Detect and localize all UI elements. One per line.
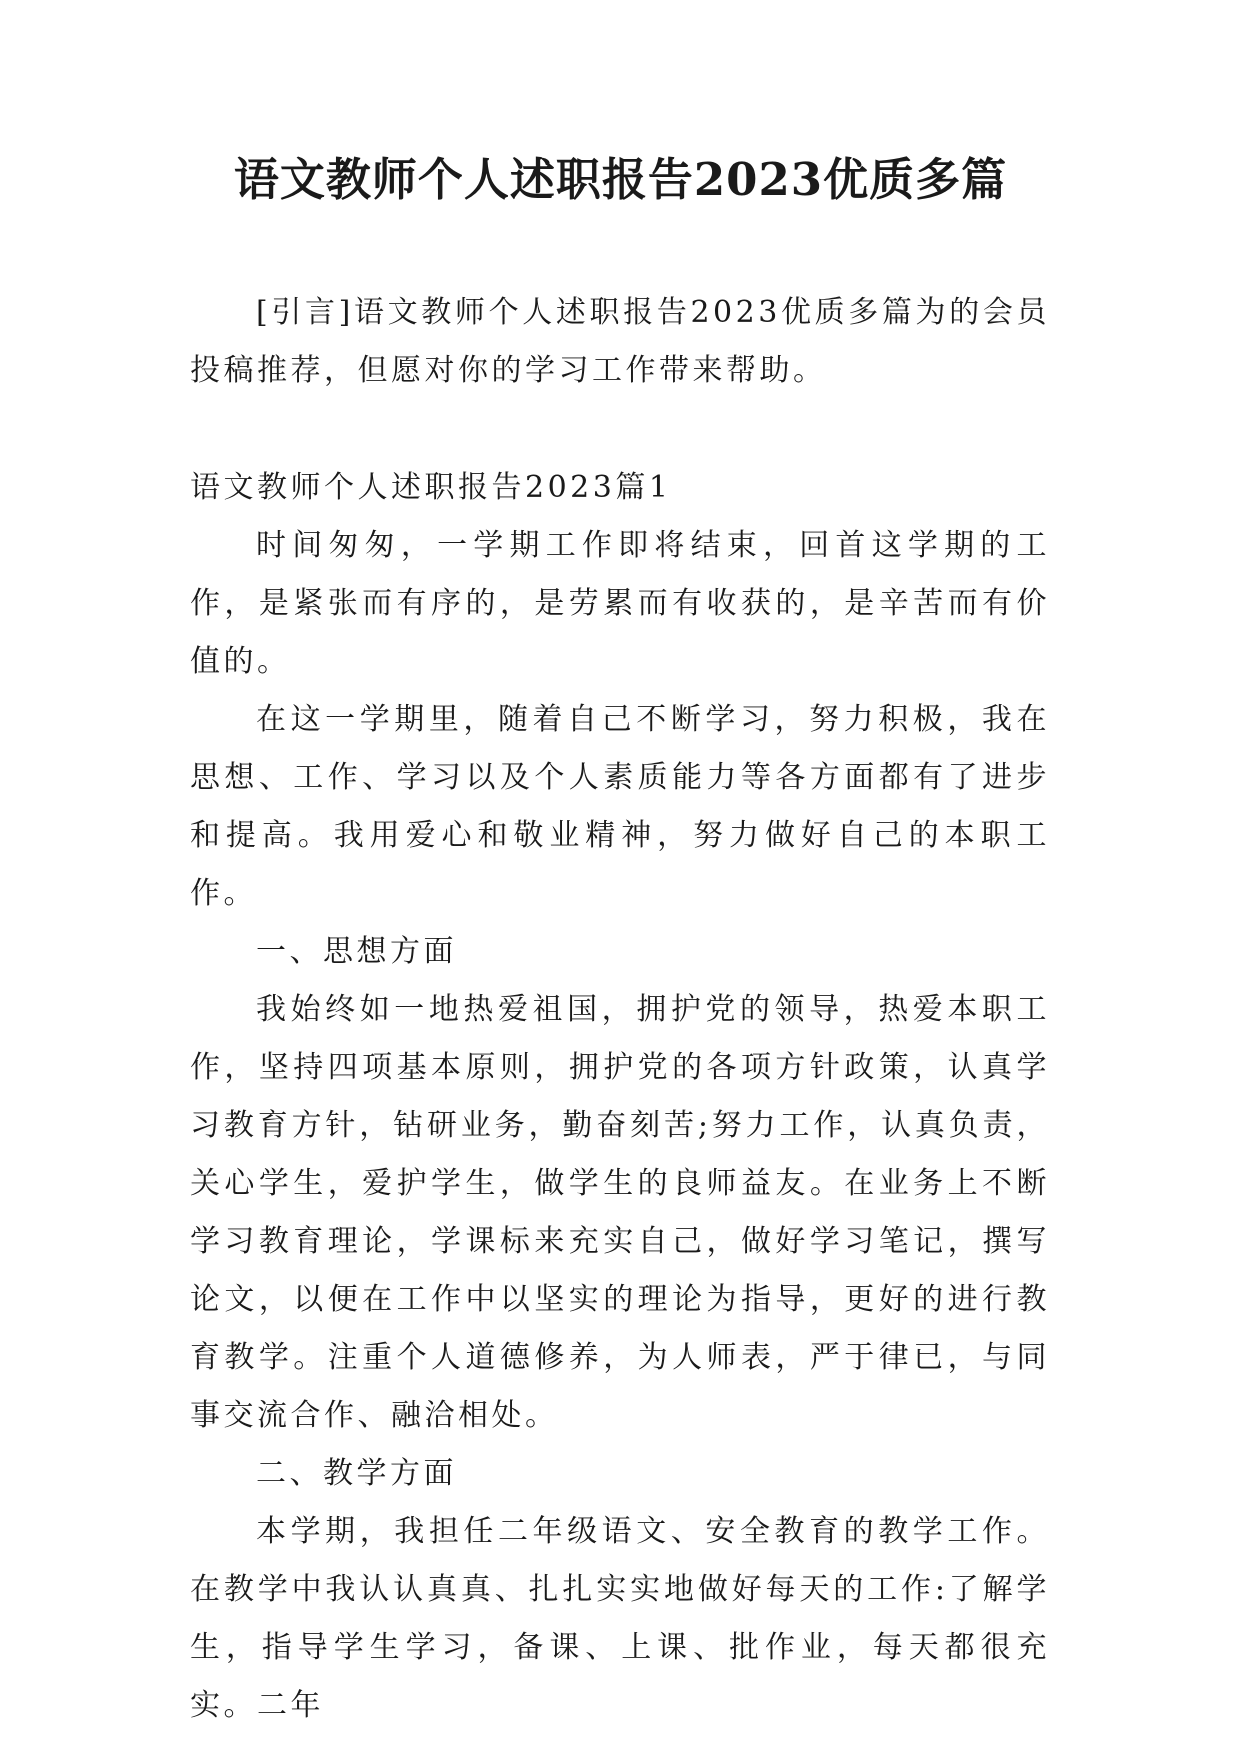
- intro-paragraph: [引言]语文教师个人述职报告2023优质多篇为的会员投稿推荐，但愿对你的学习工作带来帮助。: [190, 295, 1050, 388]
- paragraph: 时间匆匆，一学期工作即将结束，回首这学期的工作，是紧张而有序的，是劳累而有收获的，是辛苦而有价值的。: [190, 528, 1050, 679]
- subheading-teaching: 二、教学方面: [256, 1456, 457, 1491]
- intro-block: [190, 284, 1050, 400]
- section-block: [190, 459, 1050, 1735]
- paragraph: 在这一学期里，随着自己不断学习，努力积极，我在思想、工作、学习以及个人素质能力等各方面都有了进步和提高。我用爱心和敬业精神，努力做好自己的本职工作。: [190, 702, 1050, 911]
- section-heading: 语文教师个人述职报告2023篇1: [190, 470, 672, 505]
- paragraph: 本学期，我担任二年级语文、安全教育的教学工作。在教学中我认认真真、扎扎实实地做好每天的工作:了解学生，指导学生学习，备课、上课、批作业，每天都很充实。二年: [190, 1514, 1050, 1723]
- subheading-thought: 一、思想方面: [256, 934, 457, 969]
- paragraph: 我始终如一地热爱祖国，拥护党的领导，热爱本职工作，坚持四项基本原则，拥护党的各项方针政策，认真学习教育方针，钻研业务，勤奋刻苦;努力工作，认真负责，关心学生，爱护学生，做学生的良师益友。在业务上不断学习教育理论，学课标来充实自己，做好学习笔记，撰写论文，以便在工作中以坚实的理论为指导，更好的进行教育教学。注重个人道德修养，为人师表，严于律已，与同事交流合作、融洽相处。: [190, 992, 1050, 1433]
- document-title: 语文教师个人述职报告2023优质多篇: [233, 153, 1008, 206]
